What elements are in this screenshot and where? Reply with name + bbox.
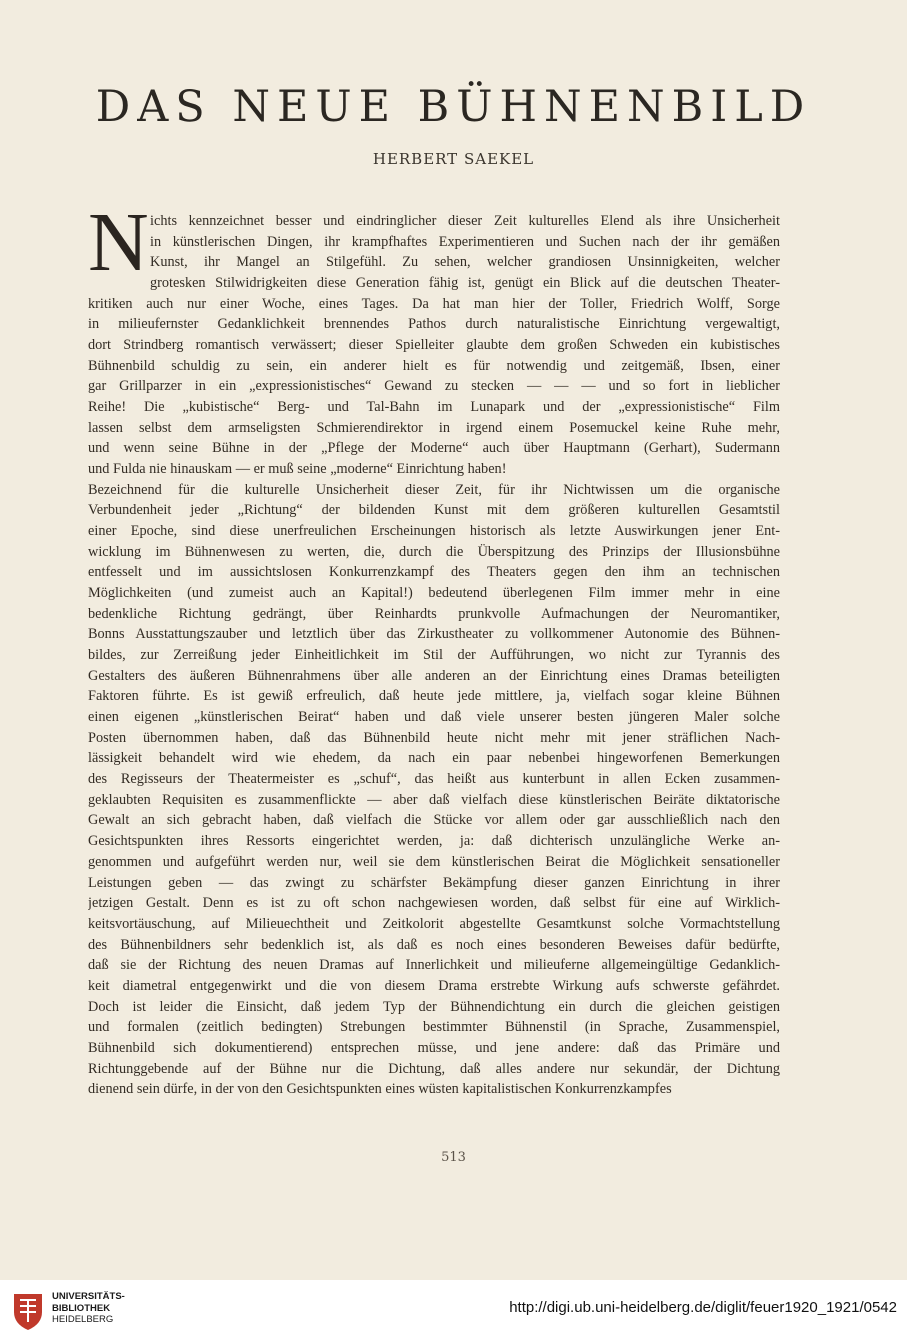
text-line: einen eigenen „künstlerischen Beirat“ haben und daß viele unserer besten jüngeren Maler solche	[88, 709, 780, 726]
article-title: DAS NEUE BÜHNENBILD	[95, 82, 812, 132]
text-line: ichts kennzeichnet besser und eindringlicher dieser Zeit kulturelles Elend als ihre Unsicherheit	[150, 213, 780, 229]
text-line: kritiken auch nur einer Woche, eines Tages. Da hat man hier der Toller, Friedrich Wolff, Sorge	[88, 295, 780, 312]
text-line: und Fulda nie hinauskam — er muß seine „moderne“ Einrichtung haben!	[88, 461, 507, 478]
text-line: dienend sein dürfe, in der von den Gesichtspunkten eines wüsten kapitalistischen Konkurrenzkampfes	[88, 1081, 672, 1098]
text-line: grotesken Stilwidrigkeiten diese Generation fähig ist, genügt ein Blick auf die deutschen Theater-	[150, 275, 780, 292]
text-line: Faktoren führte. Es ist gewiß erfreulich, daß heute jede mittlere, ja, vielfach sogar kleine Bühnen	[88, 688, 780, 705]
text-line: Bühnenbild schuldig zu sein, ein anderer hielt es für notwendig und zeitgemäß, Ibsen, einer	[88, 357, 780, 374]
text-line: Richtunggebende auf der Bühne nur die Dichtung, daß alles andere nur sekundär, der Dichtung	[88, 1060, 780, 1077]
text-line: geklaubten Requisiten es zusammenflickte — aber daß vielfach diese künstlerischen Beiräte diktatorische	[88, 791, 780, 808]
text-line: keitsvortäuschung, auf Milieuechtheit und Zeitkolorit abgestellte Gesamtkunst solche Vormachtstellung	[88, 915, 780, 932]
institution-line: BIBLIOTHEK	[52, 1302, 111, 1314]
source-url-link[interactable]: http://digi.ub.uni-heidelberg.de/diglit/feuer1920_1921/0542	[509, 1299, 897, 1316]
drop-cap: N	[88, 196, 149, 289]
text-line: Bonns Ausstattungszauber und letztlich über das Zirkustheater zu vollkommener Autonomie des Bühnen-	[88, 626, 780, 643]
text-line: genommen und aufgeführt werden nur, weil sie dem künstlerischen Beirat die Möglichkeit sensationeller	[88, 853, 780, 870]
article-body	[88, 211, 780, 1100]
text-line: gar Grillparzer in ein „expressionistisches“ Gewand zu stecken — — — und so fort in lieblicher	[88, 378, 780, 395]
text-line: Bezeichnend für die kulturelle Unsicherheit dieser Zeit, für ihr Nichtwissen um die organische	[88, 481, 780, 498]
text-line: bedenkliche Richtung gedrängt, über Reinhardts prunkvolle Aufmachungen der Neuromantiker,	[88, 605, 780, 622]
text-line: und wenn seine Bühne in der „Pflege der Moderne“ auch über Hauptmann (Gerhart), Sudermann	[88, 440, 780, 457]
text-line: lassen selbst dem armseligsten Schmierendirektor in irgend einem Posemuckel keine Ruhe mehr,	[88, 419, 780, 436]
text-line: entfesselt und im aussichtslosen Konkurrenzkampf des Theaters gegen den ihm an technischen	[88, 564, 780, 581]
institution-line: UNIVERSITÄTS-	[52, 1291, 125, 1302]
text-line: Kunst, ihr Mangel an Stilgefühl. Zu sehen, welcher grandiosen Unsinnigkeiten, welcher	[150, 254, 780, 271]
text-line: Bühnenbild sich dokumentierend) entsprechen müsse, und jene andere: daß das Primäre und	[88, 1039, 780, 1056]
text-line: daß sie der Richtung des neuen Dramas auf Innerlichkeit und milieuferne allgemeingültige Gedanklich-	[88, 957, 780, 974]
text-line: jetzigen Gestalt. Denn es ist zu oft schon nachgewiesen worden, daß selbst für eine auf Wirklich-	[88, 895, 780, 912]
text-line: des Regisseurs der Theatermeister es „schuf“, das heißt aus kunterbunt in allen Ecken zusammen-	[88, 771, 780, 788]
text-line: Gestalters des äußeren Bühnenrahmens über alle anderen an der Einrichtung eines Dramas beteiligten	[88, 667, 780, 684]
text-line: und formalen (zeitlich bedingten) Strebungen bestimmter Bühnenstil (in Sprache, Zusammenspiel,	[88, 1019, 780, 1036]
text-line: in milieufernster Gedanklichkeit brennendes Pathos durch naturalistische Einrichtung vergewaltigt,	[88, 316, 780, 333]
text-line: einer Epoche, sind diese unerfreulichen Erscheinungen historisch als letzte Auswirkungen jener Ent-	[88, 523, 780, 540]
text-line: Möglichkeiten (und zumeist auch an Kapital!) bedeutend überlegenen Film immer mehr in eine	[88, 585, 780, 602]
text-line: Posten übernommen haben, daß das Bühnenbild heute nicht mehr mit jener sträflichen Nach-	[88, 729, 780, 746]
text-line: Gewalt an sich gebracht haben, daß vielfach die Stücke vor allem oder gar ausschließlich nach den	[88, 812, 780, 829]
text-line: bildes, zur Zerreißung jeder Einheitlichkeit im Stil der Aufführungen, wo nicht zur Tyrannis des	[88, 647, 780, 664]
institution-name	[52, 1291, 125, 1326]
text-line: dort Strindberg romantisch verwässert; dieser Spielleiter glaubte dem großen Schweden ein kubistisches	[88, 337, 780, 354]
text-line: Leistungen geben — das zwingt zu schärfster Bekämpfung dieser ganzen Einrichtung in ihrer	[88, 874, 780, 891]
institution-line: HEIDELBERG	[52, 1314, 114, 1325]
text-line: keit diametral entgegenwirkt und die von diesem Drama erstrebte Wirkung aufs schwerste gefährdet.	[88, 977, 780, 994]
text-line: in künstlerischen Dingen, ihr krampfhaftes Experimentieren und Suchen nach der ihr gemäßen	[150, 233, 780, 250]
text-line: des Bühnenbildners sehr bedenklich ist, als daß es noch eines besonderen Beweises dafür bedürfte,	[88, 936, 780, 953]
text-line: Verbundenheit jeder „Richtung“ der bildenden Kunst mit dem größeren kulturellen Gesamtstil	[88, 502, 780, 519]
text-line: Doch ist leider die Einsicht, daß jedem Typ der Bühnendichtung ein durch die gleichen geistigen	[88, 998, 780, 1015]
text-line: wicklung im Bühnenwesen zu werten, die, durch die Überspitzung des Prinzips der Illusionsbühne	[88, 543, 780, 560]
university-seal-icon	[10, 1288, 46, 1332]
text-line: Reihe! Die „kubistische“ Berg- und Tal-Bahn im Lunapark und der „expressionistische“ Film	[88, 399, 780, 416]
page-number: 513	[441, 1150, 466, 1165]
text-line: lässigkeit behandelt wird wie ehedem, da nach ein paar nebenbei hingeworfenen Bemerkungen	[88, 750, 780, 767]
article-author: HERBERT SAEKEL	[372, 150, 535, 168]
text-line: Gesichtspunkten ihres Ressorts eingerichtet werden, ja: daß dichterisch unzulängliche Werke an-	[88, 833, 780, 850]
